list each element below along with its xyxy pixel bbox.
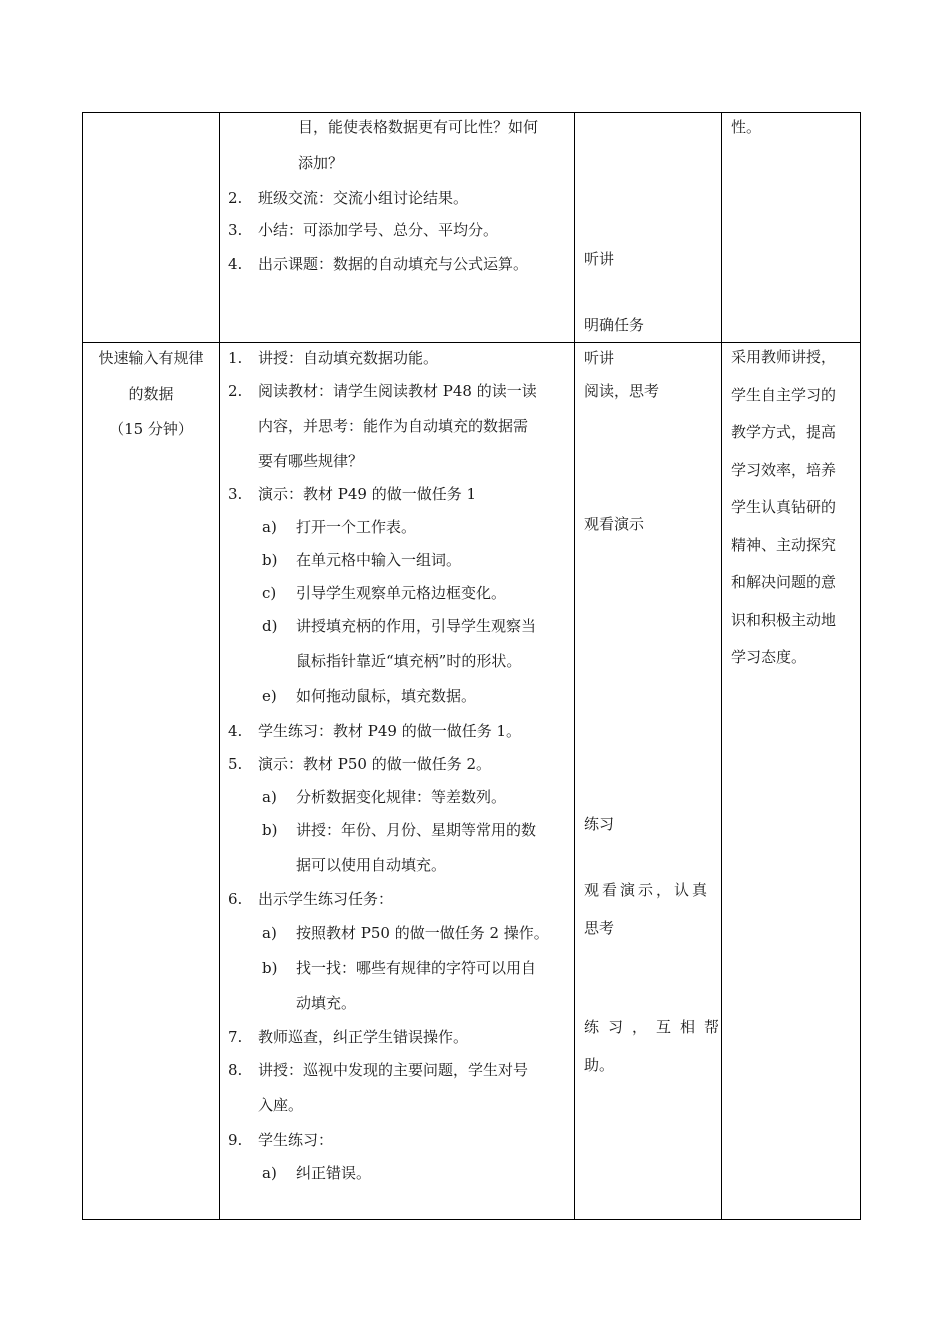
- item-text: 入座。: [258, 1096, 304, 1114]
- design-intent: 学习态度。: [731, 648, 807, 666]
- item-text: 演示：教材 P49 的做一做任务 1: [258, 485, 477, 503]
- item-number: 4.: [228, 255, 243, 273]
- sub-item-text: 讲授：年份、月份、星期等常用的数: [296, 821, 537, 839]
- item-number: 1.: [228, 349, 243, 367]
- lesson-plan-table: [82, 112, 861, 1220]
- content-cell: [220, 113, 575, 343]
- item-text: 出示学生练习任务：: [258, 890, 394, 908]
- sub-item-letter: a): [262, 1164, 277, 1182]
- content-line: 添加？: [298, 154, 344, 172]
- design-intent: 识和积极主动地: [731, 610, 837, 629]
- stage-cell: [83, 343, 220, 1220]
- sub-item-letter: b): [262, 959, 278, 977]
- item-text: 班级交流：交流小组讨论结果。: [258, 189, 469, 207]
- item-number: 3.: [228, 485, 243, 503]
- design-intent: 教学方式，提高: [731, 423, 837, 441]
- item-number: 3.: [228, 221, 243, 239]
- content-line: 目，能使表格数据更有可比性？如何: [298, 118, 539, 136]
- design-intent: 采用教师讲授，: [731, 348, 837, 366]
- student-activity: 阅读，思考: [584, 382, 660, 400]
- design-intent: 学习效率，培养: [731, 460, 837, 479]
- sub-item-letter: a): [262, 788, 277, 806]
- sub-item-text: 引导学生观察单元格边框变化。: [296, 584, 507, 602]
- item-text: 学生练习：: [258, 1131, 334, 1149]
- item-text: 教师巡查，纠正学生错误操作。: [258, 1028, 469, 1046]
- sub-item-letter: b): [262, 821, 278, 839]
- item-text: 小结：可添加学号、总分、平均分。: [258, 221, 499, 239]
- item-text: 出示课题：数据的自动填充与公式运算。: [258, 255, 529, 273]
- sub-item-text: 找一找：哪些有规律的字符可以用自: [296, 959, 537, 977]
- item-number: 2.: [228, 189, 243, 207]
- student-activity: 练习，互相帮: [584, 1018, 729, 1036]
- sub-item-text: 讲授填充柄的作用，引导学生观察当: [296, 617, 537, 635]
- sub-item-text: 如何拖动鼠标，填充数据。: [296, 687, 477, 705]
- sub-item-text: 鼠标指针靠近“填充柄”时的形状。: [296, 652, 522, 670]
- sub-item-text: 在单元格中输入一组词。: [296, 551, 462, 569]
- sub-item-text: 据可以使用自动填充。: [296, 856, 447, 874]
- stage-duration: （15 分钟）: [109, 420, 193, 438]
- design-intent: 学生认真钻研的: [731, 498, 837, 516]
- student-activity: 明确任务: [584, 316, 645, 334]
- design-intent-cell: [722, 343, 861, 1220]
- content-cell: [220, 343, 575, 1220]
- table-row: [83, 113, 861, 343]
- item-text: 讲授：自动填充数据功能。: [258, 349, 439, 367]
- sub-item-letter: b): [262, 551, 278, 569]
- sub-item-letter: e): [262, 687, 277, 705]
- item-text: 学生练习：教材 P49 的做一做任务 1。: [258, 722, 522, 740]
- design-intent: 学生自主学习的: [731, 385, 837, 404]
- sub-item-text: 分析数据变化规律：等差数列。: [296, 788, 507, 806]
- student-activity: 观看演示，认真: [584, 881, 711, 899]
- sub-item-letter: c): [262, 584, 277, 602]
- item-number: 6.: [228, 890, 243, 908]
- student-activity: 听讲: [584, 250, 615, 268]
- item-text: 演示：教材 P50 的做一做任务 2。: [258, 755, 492, 773]
- sub-item-letter: a): [262, 924, 277, 942]
- item-number: 8.: [228, 1061, 243, 1079]
- design-intent-cell: [722, 113, 861, 343]
- design-intent: 和解决问题的意: [731, 573, 837, 591]
- sub-item-text: 纠正错误。: [296, 1164, 372, 1182]
- stage-title: 快速输入有规律: [98, 349, 204, 367]
- item-text: 阅读教材：请学生阅读教材 P48 的读一读: [258, 382, 537, 400]
- student-activity-cell: [575, 113, 722, 343]
- sub-item-text: 按照教材 P50 的做一做任务 2 操作。: [296, 924, 549, 942]
- item-number: 4.: [228, 722, 243, 740]
- item-text: 内容，并思考：能作为自动填充的数据需: [258, 417, 529, 435]
- student-activity: 练习: [584, 815, 615, 833]
- student-activity-cell: [575, 343, 729, 1220]
- student-activity: 助。: [584, 1056, 615, 1074]
- stage-title: 的数据: [128, 385, 174, 403]
- item-number: 7.: [228, 1028, 243, 1046]
- stage-cell: [83, 113, 220, 343]
- item-text: 讲授：巡视中发现的主要问题，学生对号: [258, 1061, 529, 1079]
- item-number: 5.: [228, 755, 243, 773]
- sub-item-letter: d): [262, 617, 278, 635]
- table-row: [83, 343, 861, 1220]
- design-intent: 精神、主动探究: [731, 535, 837, 554]
- item-number: 2.: [228, 382, 243, 400]
- sub-item-text: 动填充。: [296, 994, 357, 1012]
- student-activity: 思考: [584, 919, 615, 937]
- design-intent: 性。: [731, 118, 762, 136]
- student-activity: 观看演示: [584, 515, 645, 533]
- item-number: 9.: [228, 1131, 243, 1149]
- item-text: 要有哪些规律？: [258, 452, 364, 470]
- student-activity: 听讲: [584, 349, 615, 367]
- sub-item-text: 打开一个工作表。: [296, 518, 417, 536]
- sub-item-letter: a): [262, 518, 277, 536]
